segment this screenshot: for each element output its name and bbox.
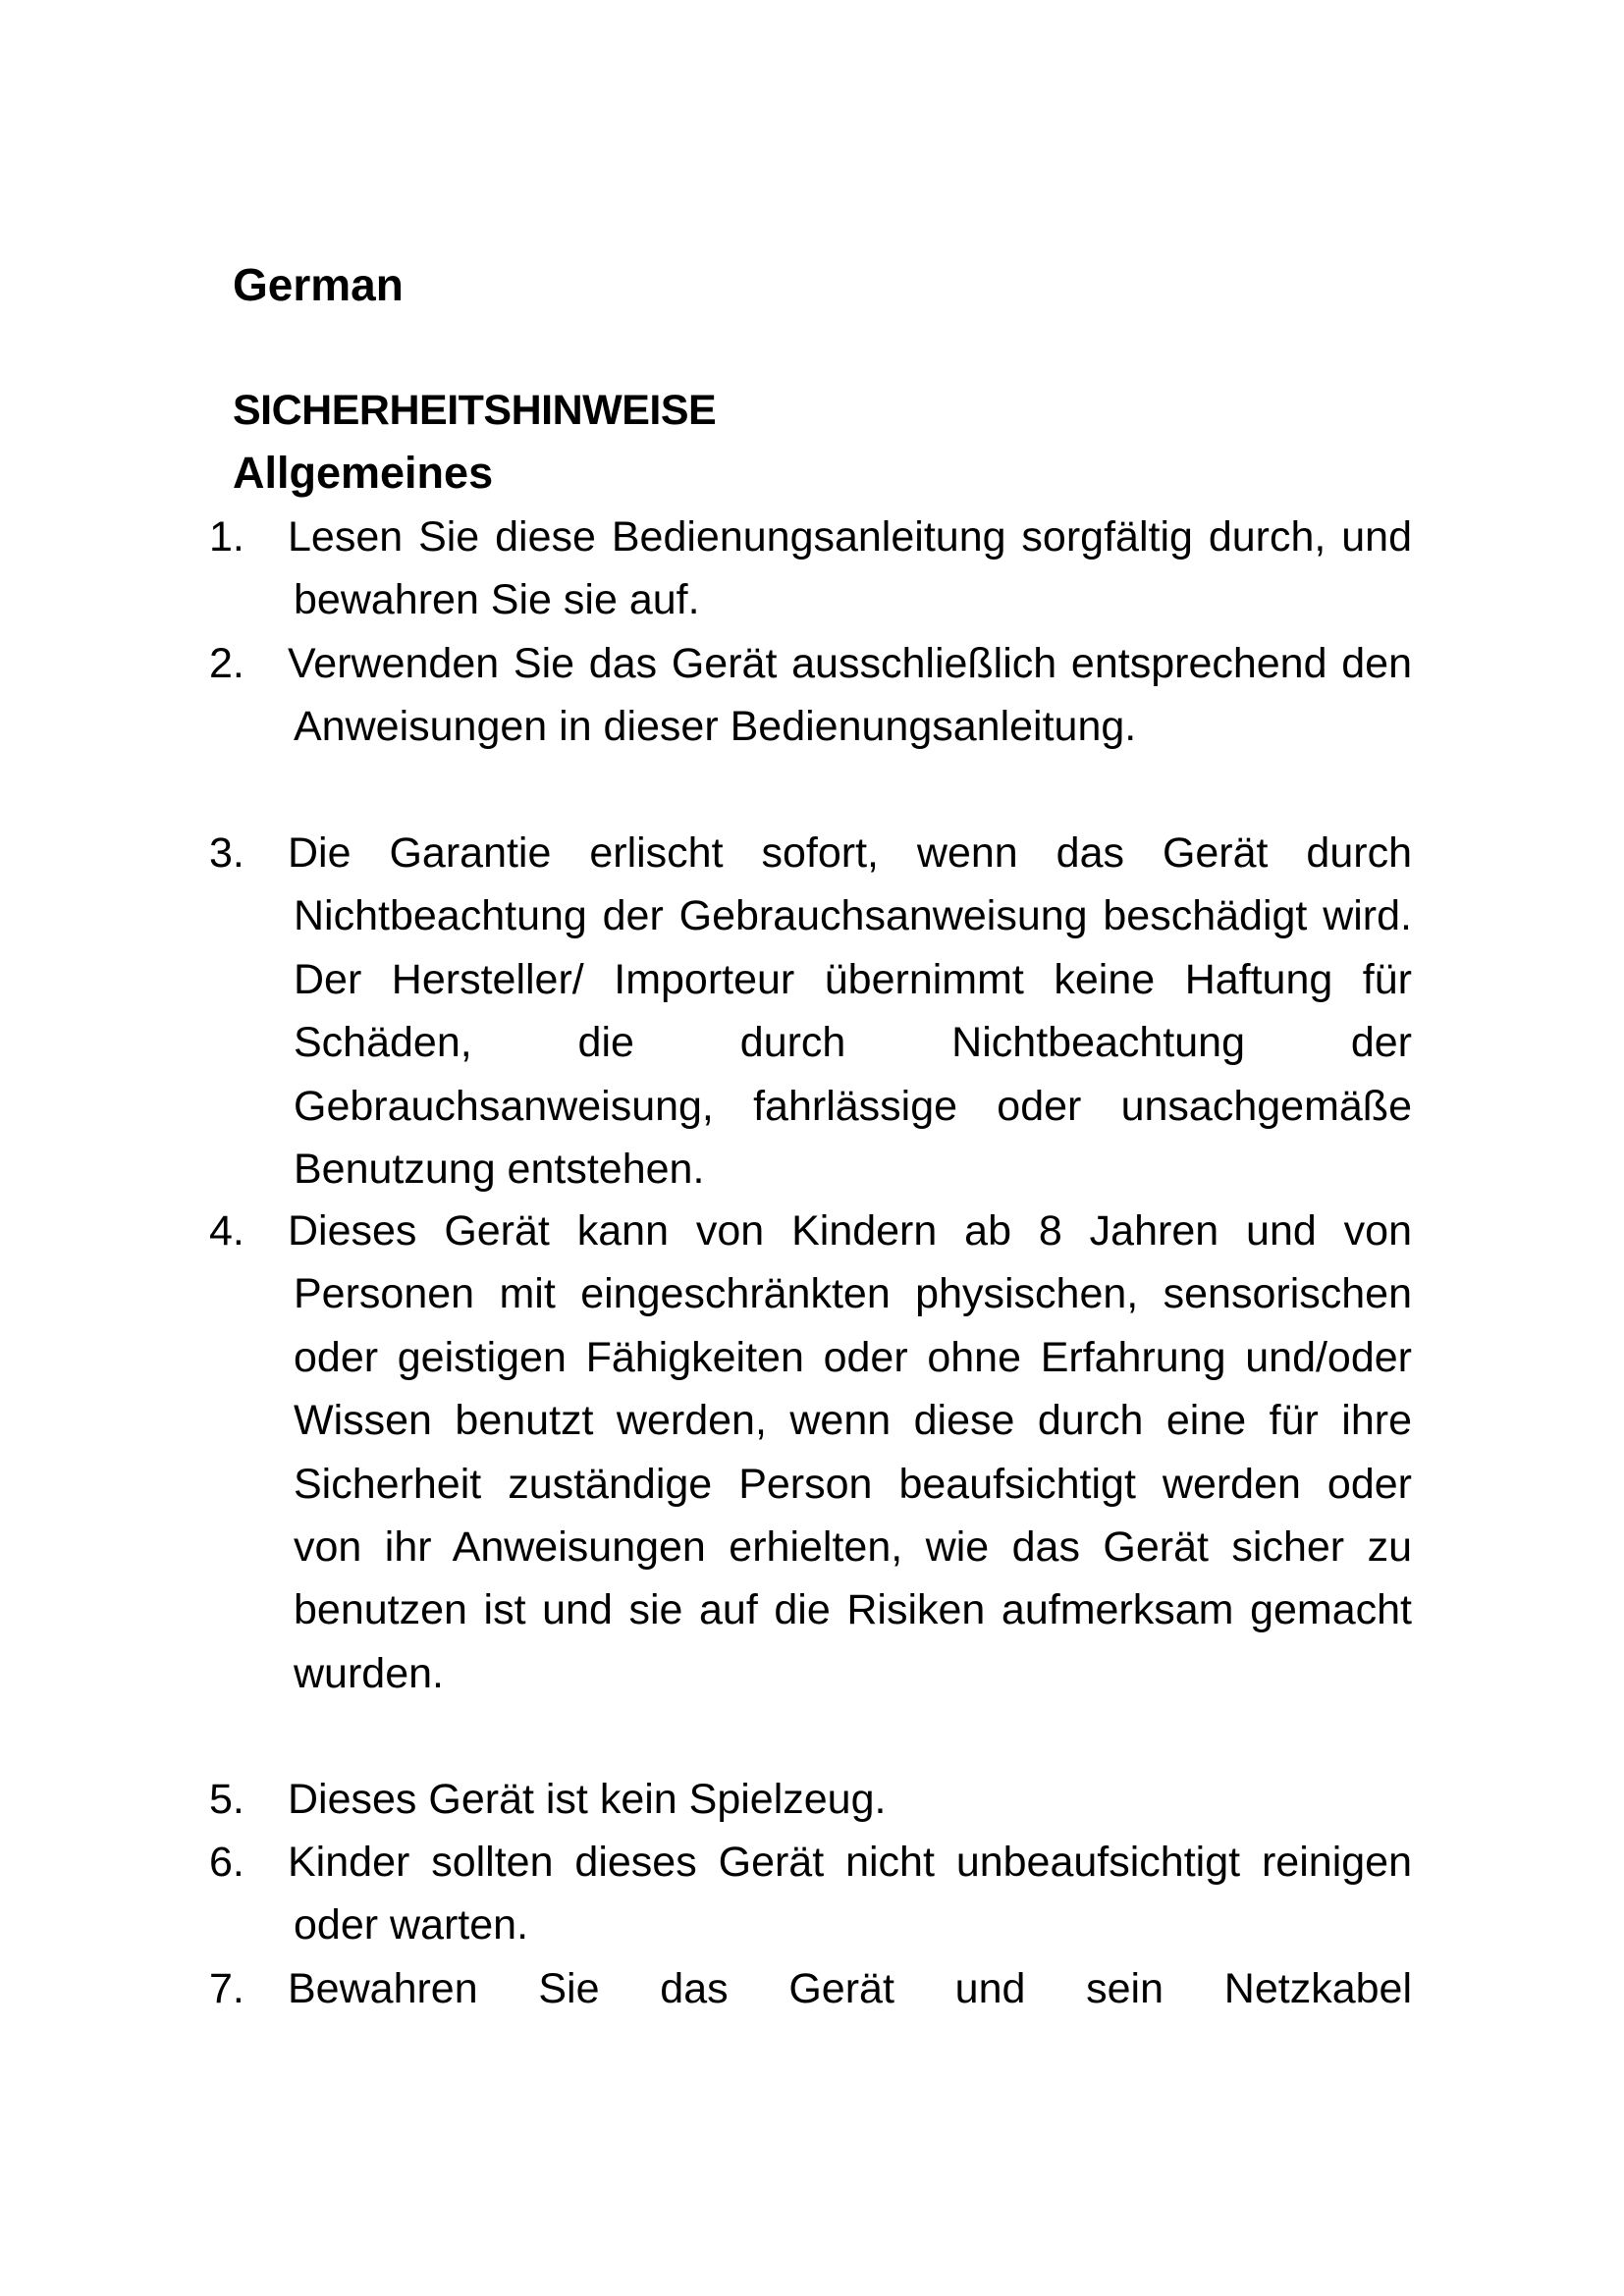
list-item-text: Dieses Gerät kann von Kindern ab 8 Jahren und von Personen mit eingeschränkten physischen, sensorischen oder geistigen Fähigkeiten oder ohne Erfahrung und/oder Wissen benutzt werden, wenn diese durch eine für ihre Sicherheit zuständige Person beaufsichtigt werden oder von ihr Anweisungen erhielten, wie das Gerät sicher zu benutzen ist und sie auf die Risiken aufmerksam gemacht wurden. bbox=[288, 1207, 1412, 1697]
list-item-number: 3. bbox=[209, 829, 244, 877]
list-item-text: Die Garantie erlischt sofort, wenn das Gerät durch Nichtbeachtung der Gebrauchsanweisung beschädigt wird. Der Hersteller/ Importeur übernimmt keine Haftung für Schäden, die durch Nichtbeachtung der Gebrauchsanweisung, fahrlässige oder unsachgemäße Benutzung entstehen. bbox=[288, 829, 1412, 1194]
list-item-number: 6. bbox=[209, 1839, 244, 1886]
list-item-text: Kinder sollten dieses Gerät nicht unbeaufsichtigt reinigen oder warten. bbox=[288, 1839, 1412, 1949]
list-item-text: Bewahren Sie das Gerät und sein Netzkabel bbox=[288, 1965, 1412, 2012]
language-heading: German bbox=[233, 259, 404, 310]
list-item bbox=[209, 632, 1412, 759]
list-item bbox=[209, 506, 1412, 632]
list-item bbox=[209, 1200, 1412, 1705]
list-item bbox=[209, 1831, 1412, 1957]
list-item bbox=[209, 1957, 1412, 2020]
list-item-number: 7. bbox=[209, 1965, 244, 2012]
list-item-text: Dieses Gerät ist kein Spielzeug. bbox=[288, 1776, 887, 1823]
list-item-number: 1. bbox=[209, 513, 244, 561]
subsection-title: Allgemeines bbox=[233, 448, 494, 498]
list-item-text: Verwenden Sie das Gerät ausschließlich entsprechend den Anweisungen in dieser Bedienungsanleitung. bbox=[288, 640, 1412, 751]
list-item bbox=[209, 822, 1412, 1201]
list-item-number: 2. bbox=[209, 640, 244, 687]
list-item bbox=[209, 1768, 1412, 1831]
section-title: SICHERHEITSHINWEISE bbox=[233, 387, 717, 434]
list-item-number: 5. bbox=[209, 1776, 244, 1823]
list-item-text: Lesen Sie diese Bedienungsanleitung sorgfältig durch, und bewahren Sie sie auf. bbox=[288, 513, 1412, 624]
list-item-number: 4. bbox=[209, 1207, 244, 1255]
